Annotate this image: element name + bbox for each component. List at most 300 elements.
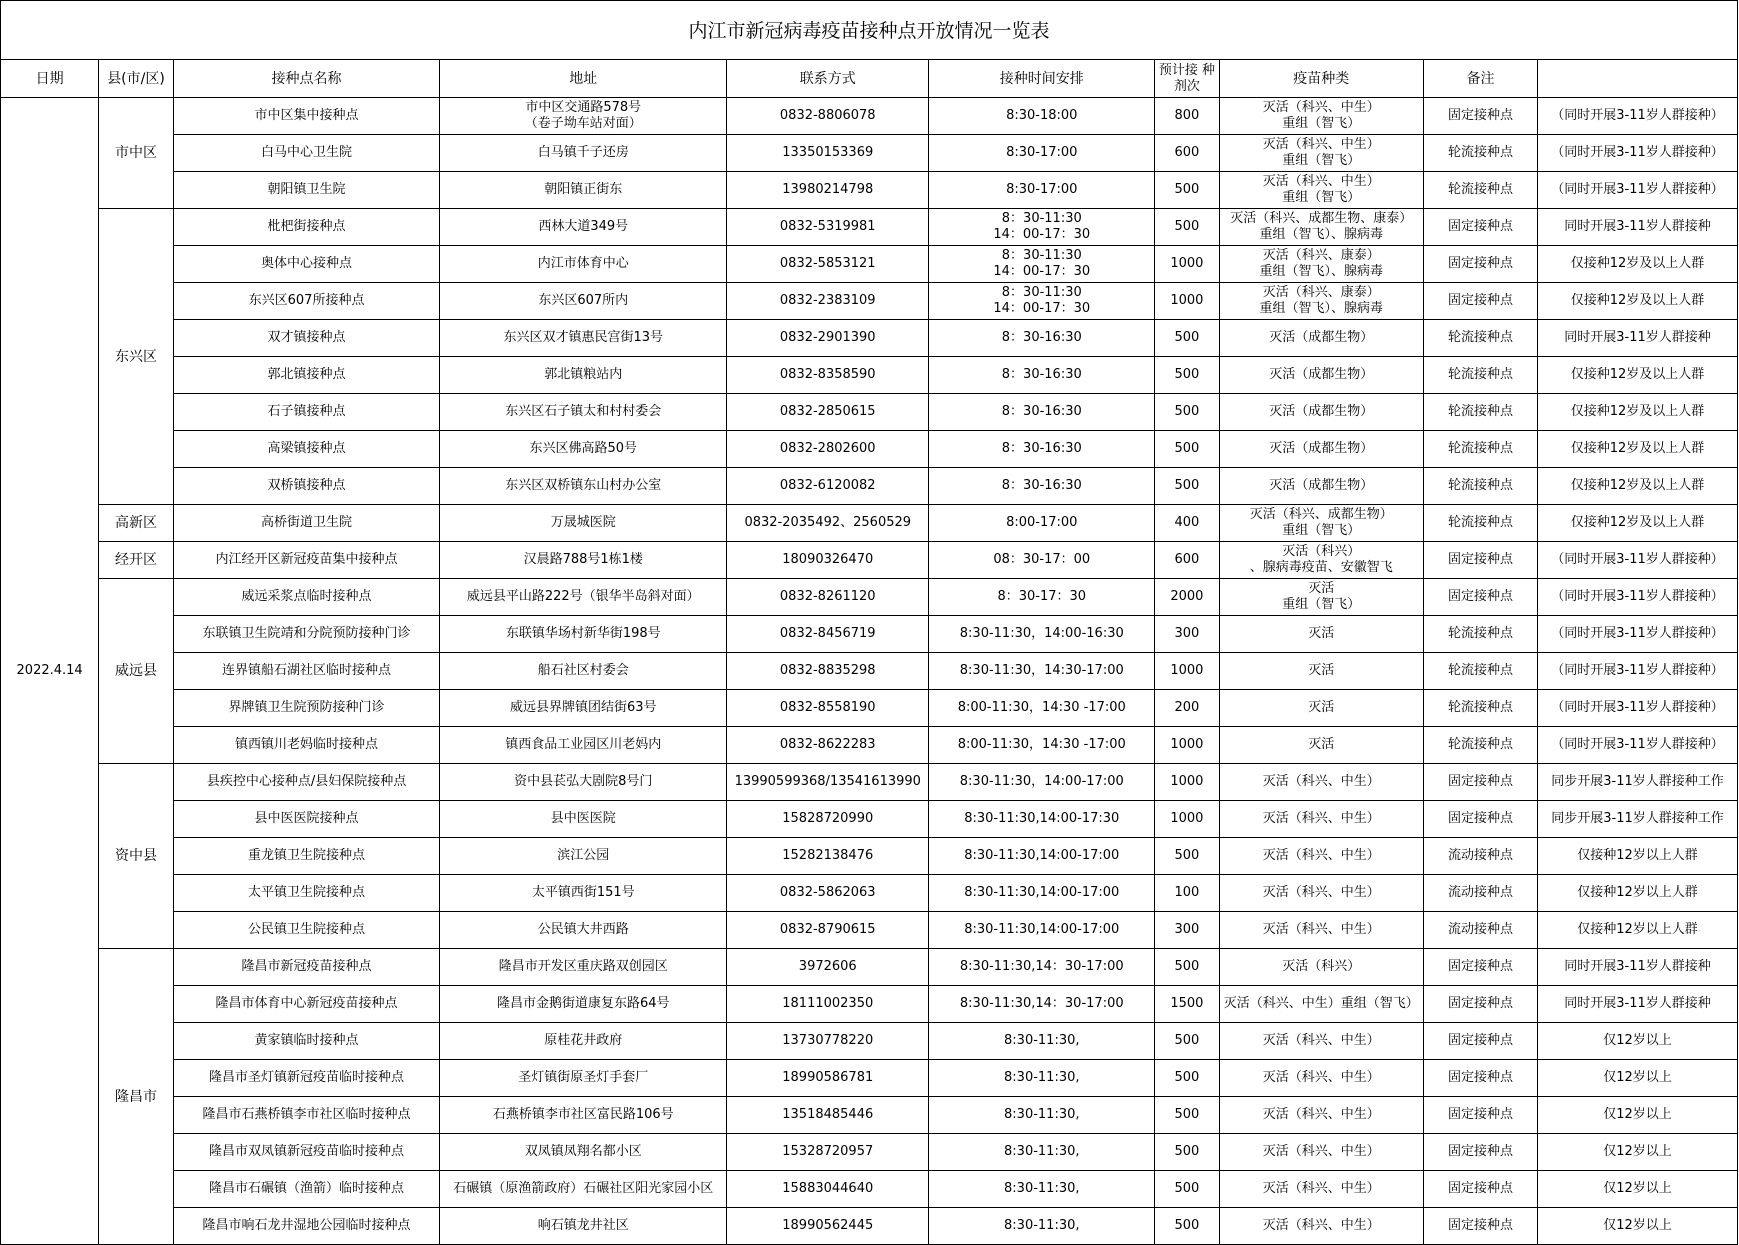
vaccine-type-cell: 灭活（科兴、中生） 重组（智飞）: [1219, 135, 1423, 172]
remark-cell: 同时开展3-11岁人群接种: [1538, 209, 1738, 246]
vaccine-type-cell: 灭活（科兴、康泰） 重组（智飞）、腺病毒: [1219, 283, 1423, 320]
remark-cell: 仅12岁以上: [1538, 1097, 1738, 1134]
address-cell: 原桂花井政府: [440, 1023, 727, 1060]
site-name-cell: 市中区集中接种点: [173, 98, 440, 135]
header-cell: [1538, 60, 1738, 98]
site-name-cell: 东兴区607所接种点: [173, 283, 440, 320]
address-cell: 朝阳镇正街东: [440, 172, 727, 209]
contact-cell: 0832-5319981: [727, 209, 929, 246]
vaccine-type-cell: 灭活（成都生物）: [1219, 394, 1423, 431]
site-name-cell: 双桥镇接种点: [173, 468, 440, 505]
vaccine-type-cell: 灭活（科兴、康泰） 重组（智飞）、腺病毒: [1219, 246, 1423, 283]
schedule-cell: 8:30-17:00: [929, 172, 1155, 209]
county-cell: 隆昌市: [99, 949, 174, 1245]
vaccine-type-cell: 灭活（成都生物）: [1219, 431, 1423, 468]
site-type-cell: 轮流接种点: [1423, 468, 1537, 505]
site-type-cell: 固定接种点: [1423, 1023, 1537, 1060]
vaccine-type-cell: 灭活（科兴、中生）: [1219, 912, 1423, 949]
site-type-cell: 固定接种点: [1423, 283, 1537, 320]
remark-cell: 仅接种12岁及以上人群: [1538, 357, 1738, 394]
remark-cell: 同步开展3-11岁人群接种工作: [1538, 801, 1738, 838]
doses-cell: 400: [1155, 505, 1219, 542]
vaccine-type-cell: 灭活（科兴、中生）: [1219, 1060, 1423, 1097]
address-cell: 东兴区佛高路50号: [440, 431, 727, 468]
table-row: [1, 172, 1738, 209]
schedule-cell: 8：30-11:30 14：00-17：30: [929, 246, 1155, 283]
contact-cell: 15282138476: [727, 838, 929, 875]
doses-cell: 1000: [1155, 801, 1219, 838]
vaccine-type-cell: 灭活（科兴） 、腺病毒疫苗、安徽智飞: [1219, 542, 1423, 579]
site-type-cell: 轮流接种点: [1423, 172, 1537, 209]
site-name-cell: 隆昌市新冠疫苗接种点: [173, 949, 440, 986]
schedule-cell: 8:30-11:30,: [929, 1097, 1155, 1134]
site-name-cell: 隆昌市圣灯镇新冠疫苗临时接种点: [173, 1060, 440, 1097]
site-type-cell: 固定接种点: [1423, 209, 1537, 246]
site-type-cell: 固定接种点: [1423, 98, 1537, 135]
schedule-cell: 8:30-11:30,: [929, 1060, 1155, 1097]
header-cell: 备注: [1423, 60, 1537, 98]
table-row: [1, 394, 1738, 431]
vaccine-type-cell: 灭活 重组（智飞）: [1219, 579, 1423, 616]
site-name-cell: 枇杷街接种点: [173, 209, 440, 246]
remark-cell: 仅接种12岁及以上人群: [1538, 394, 1738, 431]
remark-cell: 同时开展3-11岁人群接种: [1538, 949, 1738, 986]
doses-cell: 300: [1155, 616, 1219, 653]
date-cell: 2022.4.14: [1, 98, 99, 1245]
table-row: [1, 283, 1738, 320]
site-name-cell: 白马中心卫生院: [173, 135, 440, 172]
table-row: [1, 1023, 1738, 1060]
schedule-cell: 8:00-17:00: [929, 505, 1155, 542]
remark-cell: （同时开展3-11岁人群接种）: [1538, 542, 1738, 579]
remark-cell: （同时开展3-11岁人群接种）: [1538, 727, 1738, 764]
remark-cell: 仅接种12岁以上人群: [1538, 912, 1738, 949]
doses-cell: 600: [1155, 542, 1219, 579]
vaccination-table: [0, 59, 1738, 1245]
schedule-cell: 8：30-11:30 14：00-17：30: [929, 283, 1155, 320]
address-cell: 石燕桥镇李市社区富民路106号: [440, 1097, 727, 1134]
table-row: [1, 1097, 1738, 1134]
site-name-cell: 隆昌市响石龙井湿地公园临时接种点: [173, 1208, 440, 1245]
doses-cell: 2000: [1155, 579, 1219, 616]
address-cell: 东兴区双桥镇东山村办公室: [440, 468, 727, 505]
site-type-cell: 固定接种点: [1423, 949, 1537, 986]
vaccine-type-cell: 灭活（科兴、中生）: [1219, 1134, 1423, 1171]
schedule-cell: 8:30-11:30,: [929, 1023, 1155, 1060]
remark-cell: 仅接种12岁及以上人群: [1538, 505, 1738, 542]
vaccine-type-cell: 灭活: [1219, 690, 1423, 727]
doses-cell: 800: [1155, 98, 1219, 135]
site-name-cell: 朝阳镇卫生院: [173, 172, 440, 209]
remark-cell: 仅接种12岁及以上人群: [1538, 468, 1738, 505]
schedule-cell: 8:30-11:30，14:00-16:30: [929, 616, 1155, 653]
address-cell: 圣灯镇街原圣灯手套厂: [440, 1060, 727, 1097]
doses-cell: 1500: [1155, 986, 1219, 1023]
vaccine-type-cell: 灭活（成都生物）: [1219, 357, 1423, 394]
doses-cell: 500: [1155, 1023, 1219, 1060]
schedule-cell: 8:30-11:30,14：30-17:00: [929, 986, 1155, 1023]
table-row: [1, 764, 1738, 801]
site-type-cell: 轮流接种点: [1423, 653, 1537, 690]
address-cell: 镇西食品工业园区川老妈内: [440, 727, 727, 764]
site-name-cell: 连界镇船石湖社区临时接种点: [173, 653, 440, 690]
doses-cell: 500: [1155, 838, 1219, 875]
address-cell: 公民镇大井西路: [440, 912, 727, 949]
remark-cell: 仅12岁以上: [1538, 1208, 1738, 1245]
schedule-cell: 8:30-11:30,14：30-17:00: [929, 949, 1155, 986]
schedule-cell: 8：30-16:30: [929, 468, 1155, 505]
county-cell: 高新区: [99, 505, 174, 542]
remark-cell: （同时开展3-11岁人群接种）: [1538, 172, 1738, 209]
address-cell: 万晟城医院: [440, 505, 727, 542]
contact-cell: 0832-2850615: [727, 394, 929, 431]
site-name-cell: 隆昌市石碾镇（渔箭）临时接种点: [173, 1171, 440, 1208]
address-cell: 响石镇龙井社区: [440, 1208, 727, 1245]
doses-cell: 500: [1155, 468, 1219, 505]
schedule-cell: 8：30-11:30 14：00-17：30: [929, 209, 1155, 246]
header-cell: 接种点名称: [173, 60, 440, 98]
remark-cell: 仅12岁以上: [1538, 1171, 1738, 1208]
site-type-cell: 固定接种点: [1423, 542, 1537, 579]
schedule-cell: 8:30-11:30,14:00-17:00: [929, 838, 1155, 875]
contact-cell: 18111002350: [727, 986, 929, 1023]
site-name-cell: 东联镇卫生院靖和分院预防接种门诊: [173, 616, 440, 653]
address-cell: 隆昌市开发区重庆路双创园区: [440, 949, 727, 986]
table-row: [1, 986, 1738, 1023]
vaccine-type-cell: 灭活（科兴、中生）: [1219, 875, 1423, 912]
site-name-cell: 威远采浆点临时接种点: [173, 579, 440, 616]
header-cell: 联系方式: [727, 60, 929, 98]
contact-cell: 3972606: [727, 949, 929, 986]
address-cell: 隆昌市金鹅街道康复东路64号: [440, 986, 727, 1023]
site-name-cell: 郭北镇接种点: [173, 357, 440, 394]
remark-cell: （同时开展3-11岁人群接种）: [1538, 653, 1738, 690]
site-type-cell: 轮流接种点: [1423, 727, 1537, 764]
vaccine-type-cell: 灭活（科兴、中生）: [1219, 764, 1423, 801]
remark-cell: 同步开展3-11岁人群接种工作: [1538, 764, 1738, 801]
vaccine-type-cell: 灭活（科兴、中生） 重组（智飞）: [1219, 172, 1423, 209]
contact-cell: 0832-2035492、2560529: [727, 505, 929, 542]
table-row: [1, 616, 1738, 653]
contact-cell: 13518485446: [727, 1097, 929, 1134]
contact-cell: 0832-5853121: [727, 246, 929, 283]
county-cell: 东兴区: [99, 209, 174, 505]
table-row: [1, 431, 1738, 468]
site-name-cell: 重龙镇卫生院接种点: [173, 838, 440, 875]
remark-cell: 同时开展3-11岁人群接种: [1538, 986, 1738, 1023]
schedule-cell: 8:30-17:00: [929, 135, 1155, 172]
table-row: [1, 357, 1738, 394]
site-type-cell: 轮流接种点: [1423, 320, 1537, 357]
table-row: [1, 468, 1738, 505]
site-type-cell: 流动接种点: [1423, 875, 1537, 912]
schedule-cell: 8:30-18:00: [929, 98, 1155, 135]
site-type-cell: 固定接种点: [1423, 1171, 1537, 1208]
contact-cell: 18990562445: [727, 1208, 929, 1245]
table-row: [1, 98, 1738, 135]
contact-cell: 13980214798: [727, 172, 929, 209]
vaccine-type-cell: 灭活: [1219, 727, 1423, 764]
site-name-cell: 县中医医院接种点: [173, 801, 440, 838]
header-cell: 县(市/区): [99, 60, 174, 98]
schedule-cell: 8：30-17：30: [929, 579, 1155, 616]
header-cell: 疫苗种类: [1219, 60, 1423, 98]
site-type-cell: 固定接种点: [1423, 579, 1537, 616]
schedule-cell: 8:30-11:30,: [929, 1171, 1155, 1208]
doses-cell: 500: [1155, 1097, 1219, 1134]
table-row: [1, 505, 1738, 542]
remark-cell: 仅接种12岁及以上人群: [1538, 283, 1738, 320]
doses-cell: 500: [1155, 172, 1219, 209]
site-type-cell: 固定接种点: [1423, 1208, 1537, 1245]
site-name-cell: 太平镇卫生院接种点: [173, 875, 440, 912]
table-title: 内江市新冠病毒疫苗接种点开放情况一览表: [0, 0, 1738, 60]
table-row: [1, 912, 1738, 949]
contact-cell: 15328720957: [727, 1134, 929, 1171]
doses-cell: 500: [1155, 357, 1219, 394]
table-row: [1, 727, 1738, 764]
address-cell: 威远县界牌镇团结街63号: [440, 690, 727, 727]
schedule-cell: 8:00-11:30，14:30 -17:00: [929, 690, 1155, 727]
address-cell: 内江市体育中心: [440, 246, 727, 283]
header-cell: 预计接 种剂次: [1155, 60, 1219, 98]
contact-cell: 18090326470: [727, 542, 929, 579]
site-name-cell: 奥体中心接种点: [173, 246, 440, 283]
address-cell: 白马镇千子还房: [440, 135, 727, 172]
contact-cell: 13990599368/13541613990: [727, 764, 929, 801]
address-cell: 东兴区607所内: [440, 283, 727, 320]
table-row: [1, 209, 1738, 246]
contact-cell: 0832-8358590: [727, 357, 929, 394]
site-name-cell: 界牌镇卫生院预防接种门诊: [173, 690, 440, 727]
table-row: [1, 542, 1738, 579]
remark-cell: （同时开展3-11岁人群接种）: [1538, 135, 1738, 172]
header-cell: 地址: [440, 60, 727, 98]
vaccine-type-cell: 灭活（科兴、成都生物） 重组（智飞）: [1219, 505, 1423, 542]
site-type-cell: 固定接种点: [1423, 1060, 1537, 1097]
vaccine-type-cell: 灭活（成都生物）: [1219, 320, 1423, 357]
schedule-cell: 8：30-16:30: [929, 320, 1155, 357]
doses-cell: 500: [1155, 209, 1219, 246]
table-row: [1, 653, 1738, 690]
site-type-cell: 固定接种点: [1423, 246, 1537, 283]
site-name-cell: 高梁镇接种点: [173, 431, 440, 468]
doses-cell: 200: [1155, 690, 1219, 727]
contact-cell: 0832-8261120: [727, 579, 929, 616]
address-cell: 资中县苌弘大剧院8号门: [440, 764, 727, 801]
site-name-cell: 镇西镇川老妈临时接种点: [173, 727, 440, 764]
address-cell: 太平镇西街151号: [440, 875, 727, 912]
doses-cell: 500: [1155, 431, 1219, 468]
table-row: [1, 579, 1738, 616]
contact-cell: 0832-2802600: [727, 431, 929, 468]
remark-cell: （同时开展3-11岁人群接种）: [1538, 98, 1738, 135]
site-name-cell: 黄家镇临时接种点: [173, 1023, 440, 1060]
remark-cell: 仅12岁以上: [1538, 1060, 1738, 1097]
schedule-cell: 8:30-11:30,14:00-17:00: [929, 875, 1155, 912]
doses-cell: 600: [1155, 135, 1219, 172]
address-cell: 东兴区双才镇惠民宫街13号: [440, 320, 727, 357]
address-cell: 郭北镇粮站内: [440, 357, 727, 394]
address-cell: 西林大道349号: [440, 209, 727, 246]
vaccine-type-cell: 灭活（科兴、成都生物、康泰） 重组（智飞）、腺病毒: [1219, 209, 1423, 246]
doses-cell: 500: [1155, 394, 1219, 431]
site-name-cell: 高桥街道卫生院: [173, 505, 440, 542]
contact-cell: 0832-2901390: [727, 320, 929, 357]
site-type-cell: 固定接种点: [1423, 986, 1537, 1023]
address-cell: 东兴区石子镇太和村村委会: [440, 394, 727, 431]
schedule-cell: 8:30-11:30,: [929, 1208, 1155, 1245]
address-cell: 船石社区村委会: [440, 653, 727, 690]
vaccine-type-cell: 灭活（成都生物）: [1219, 468, 1423, 505]
remark-cell: 同时开展3-11岁人群接种: [1538, 320, 1738, 357]
doses-cell: 500: [1155, 1134, 1219, 1171]
remark-cell: 仅接种12岁以上人群: [1538, 838, 1738, 875]
vaccine-type-cell: 灭活（科兴、中生）: [1219, 1171, 1423, 1208]
contact-cell: 15883044640: [727, 1171, 929, 1208]
remark-cell: 仅12岁以上: [1538, 1134, 1738, 1171]
site-name-cell: 内江经开区新冠疫苗集中接种点: [173, 542, 440, 579]
schedule-cell: 8:30-11:30，14:30-17:00: [929, 653, 1155, 690]
vaccine-type-cell: 灭活（科兴、中生）: [1219, 1208, 1423, 1245]
site-type-cell: 固定接种点: [1423, 801, 1537, 838]
contact-cell: 13730778220: [727, 1023, 929, 1060]
site-type-cell: 轮流接种点: [1423, 505, 1537, 542]
table-row: [1, 1060, 1738, 1097]
site-type-cell: 轮流接种点: [1423, 690, 1537, 727]
table-row: [1, 320, 1738, 357]
contact-cell: 0832-8835298: [727, 653, 929, 690]
doses-cell: 500: [1155, 949, 1219, 986]
remark-cell: （同时开展3-11岁人群接种）: [1538, 690, 1738, 727]
vaccine-type-cell: 灭活: [1219, 616, 1423, 653]
site-name-cell: 隆昌市石燕桥镇李市社区临时接种点: [173, 1097, 440, 1134]
doses-cell: 500: [1155, 1171, 1219, 1208]
site-type-cell: 流动接种点: [1423, 838, 1537, 875]
vaccine-type-cell: 灭活（科兴、中生）: [1219, 838, 1423, 875]
table-row: [1, 949, 1738, 986]
address-cell: 滨江公园: [440, 838, 727, 875]
doses-cell: 1000: [1155, 653, 1219, 690]
table-row: [1, 1208, 1738, 1245]
contact-cell: 0832-8456719: [727, 616, 929, 653]
contact-cell: 0832-6120082: [727, 468, 929, 505]
contact-cell: 13350153369: [727, 135, 929, 172]
remark-cell: （同时开展3-11岁人群接种）: [1538, 579, 1738, 616]
schedule-cell: 8:30-11:30，14:00-17:00: [929, 764, 1155, 801]
contact-cell: 0832-2383109: [727, 283, 929, 320]
schedule-cell: 08：30-17：00: [929, 542, 1155, 579]
header-cell: 日期: [1, 60, 99, 98]
county-cell: 威远县: [99, 579, 174, 764]
header-row: [1, 60, 1738, 98]
schedule-cell: 8：30-16:30: [929, 431, 1155, 468]
contact-cell: 0832-8558190: [727, 690, 929, 727]
doses-cell: 1000: [1155, 246, 1219, 283]
table-row: [1, 875, 1738, 912]
site-type-cell: 轮流接种点: [1423, 431, 1537, 468]
remark-cell: （同时开展3-11岁人群接种）: [1538, 616, 1738, 653]
table-row: [1, 1171, 1738, 1208]
vaccine-type-cell: 灭活（科兴）: [1219, 949, 1423, 986]
address-cell: 市中区交通路578号 （卷子坳车站对面）: [440, 98, 727, 135]
site-name-cell: 隆昌市双凤镇新冠疫苗临时接种点: [173, 1134, 440, 1171]
table-row: [1, 246, 1738, 283]
site-name-cell: 双才镇接种点: [173, 320, 440, 357]
address-cell: 双凤镇凤翔名都小区: [440, 1134, 727, 1171]
site-name-cell: 公民镇卫生院接种点: [173, 912, 440, 949]
address-cell: 县中医医院: [440, 801, 727, 838]
vaccine-type-cell: 灭活（科兴、中生）: [1219, 801, 1423, 838]
contact-cell: 15828720990: [727, 801, 929, 838]
schedule-cell: 8:30-11:30,: [929, 1134, 1155, 1171]
contact-cell: 0832-5862063: [727, 875, 929, 912]
vaccine-type-cell: 灭活（科兴、中生）: [1219, 1097, 1423, 1134]
doses-cell: 1000: [1155, 764, 1219, 801]
site-name-cell: 隆昌市体育中心新冠疫苗接种点: [173, 986, 440, 1023]
county-cell: 经开区: [99, 542, 174, 579]
vaccine-type-cell: 灭活（科兴、中生） 重组（智飞）: [1219, 98, 1423, 135]
schedule-cell: 8：30-16:30: [929, 357, 1155, 394]
doses-cell: 500: [1155, 1208, 1219, 1245]
site-type-cell: 轮流接种点: [1423, 357, 1537, 394]
table-row: [1, 801, 1738, 838]
vaccine-type-cell: 灭活（科兴、中生）重组（智飞）: [1219, 986, 1423, 1023]
site-type-cell: 轮流接种点: [1423, 135, 1537, 172]
address-cell: 石碾镇（原渔箭政府）石碾社区阳光家园小区: [440, 1171, 727, 1208]
address-cell: 东联镇华场村新华街198号: [440, 616, 727, 653]
address-cell: 威远县平山路222号（银华半岛斜对面）: [440, 579, 727, 616]
schedule-cell: 8:30-11:30,14:00-17:30: [929, 801, 1155, 838]
contact-cell: 18990586781: [727, 1060, 929, 1097]
site-type-cell: 固定接种点: [1423, 1097, 1537, 1134]
table-row: [1, 690, 1738, 727]
table-row: [1, 135, 1738, 172]
remark-cell: 仅接种12岁及以上人群: [1538, 431, 1738, 468]
remark-cell: 仅接种12岁及以上人群: [1538, 246, 1738, 283]
contact-cell: 0832-8622283: [727, 727, 929, 764]
schedule-cell: 8:30-11:30,14:00-17:00: [929, 912, 1155, 949]
doses-cell: 300: [1155, 912, 1219, 949]
contact-cell: 0832-8806078: [727, 98, 929, 135]
remark-cell: 仅接种12岁以上人群: [1538, 875, 1738, 912]
site-name-cell: 石子镇接种点: [173, 394, 440, 431]
site-type-cell: 轮流接种点: [1423, 616, 1537, 653]
county-cell: 资中县: [99, 764, 174, 949]
doses-cell: 1000: [1155, 283, 1219, 320]
site-type-cell: 轮流接种点: [1423, 394, 1537, 431]
header-cell: 接种时间安排: [929, 60, 1155, 98]
table-row: [1, 838, 1738, 875]
site-type-cell: 固定接种点: [1423, 1134, 1537, 1171]
doses-cell: 500: [1155, 320, 1219, 357]
address-cell: 汉晨路788号1栋1楼: [440, 542, 727, 579]
doses-cell: 500: [1155, 1060, 1219, 1097]
vaccine-type-cell: 灭活（科兴、中生）: [1219, 1023, 1423, 1060]
vaccine-type-cell: 灭活: [1219, 653, 1423, 690]
remark-cell: 仅12岁以上: [1538, 1023, 1738, 1060]
county-cell: 市中区: [99, 98, 174, 209]
site-type-cell: 流动接种点: [1423, 912, 1537, 949]
doses-cell: 1000: [1155, 727, 1219, 764]
schedule-cell: 8：30-16:30: [929, 394, 1155, 431]
site-type-cell: 固定接种点: [1423, 764, 1537, 801]
table-row: [1, 1134, 1738, 1171]
contact-cell: 0832-8790615: [727, 912, 929, 949]
site-name-cell: 县疾控中心接种点/县妇保院接种点: [173, 764, 440, 801]
doses-cell: 100: [1155, 875, 1219, 912]
schedule-cell: 8:00-11:30，14:30 -17:00: [929, 727, 1155, 764]
